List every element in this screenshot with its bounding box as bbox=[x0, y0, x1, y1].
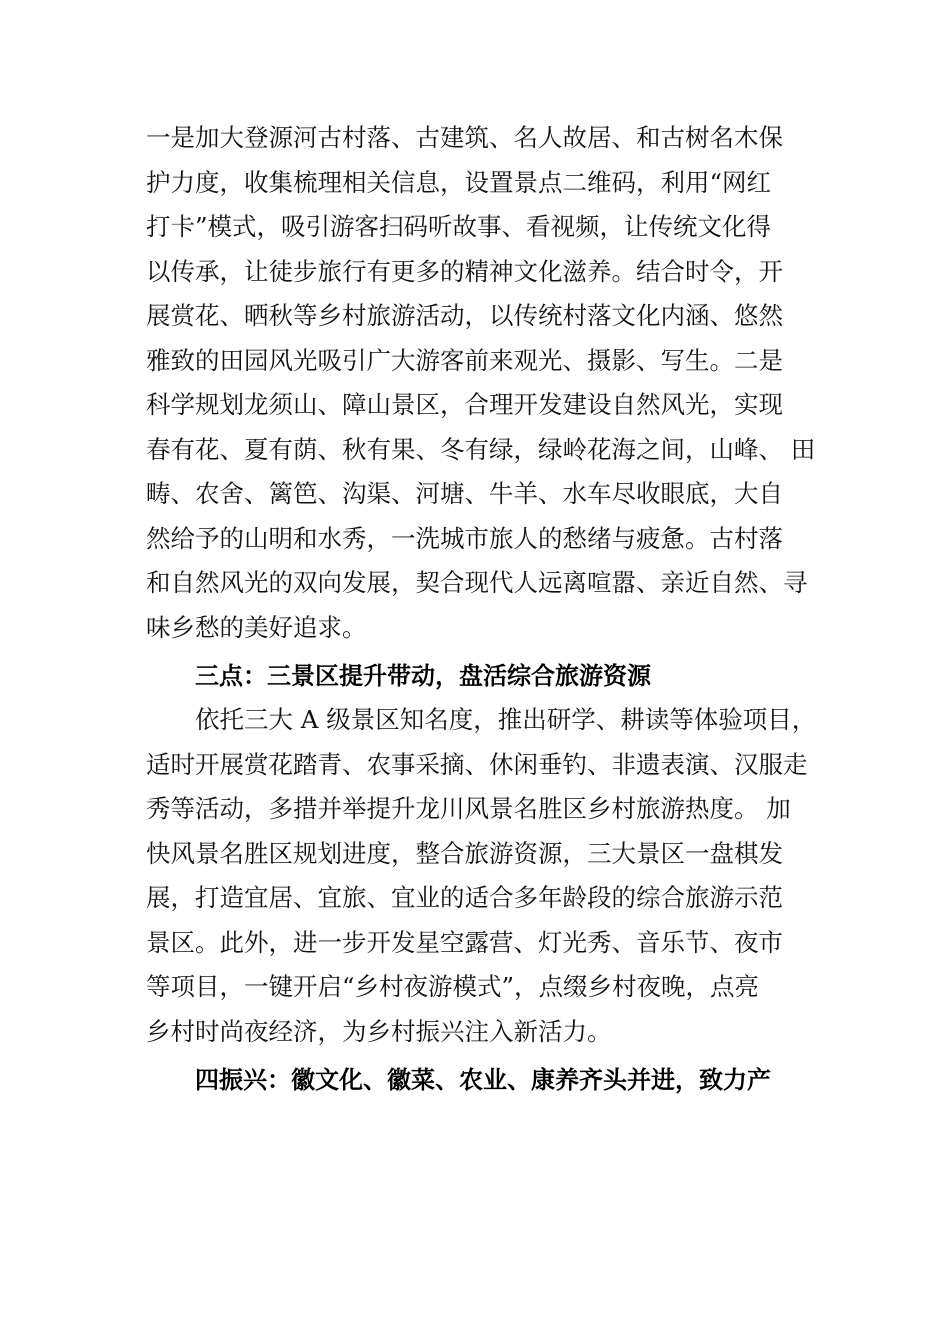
paragraph-heritage-tourism bbox=[146, 116, 820, 650]
paragraph-line: 适时开展赏花踏青、农事采摘、休闲垂钓、非遗表演、汉服走 bbox=[146, 749, 808, 779]
section-heading-revitalization: 四振兴：徽文化、徽菜、农业、康养齐头并进，致力产 bbox=[195, 1066, 771, 1094]
paragraph-line: 以传承，让徒步旅行有更多的精神文化滋养。结合时令，开 bbox=[146, 256, 783, 286]
paragraph-line: 雅致的田园风光吸引广大游客前来观光、摄影、写生。二是 bbox=[146, 345, 783, 375]
paragraph-line: 展赏花、晒秋等乡村旅游活动，以传统村落文化内涵、悠然 bbox=[146, 301, 783, 330]
paragraph-line: 科学规划龙须山、障山景区，合理开发建设自然风光，实现 bbox=[146, 390, 783, 419]
paragraph-line: 快风景名胜区规划进度，整合旅游资源，三大景区一盘棋发 bbox=[146, 838, 783, 868]
paragraph-line: 和自然风光的双向发展，契合现代人远离喧嚣、亲近自然、寻 bbox=[146, 568, 808, 597]
paragraph-line: 畴、农舍、篱笆、沟渠、河塘、牛羊、水车尽收眼底，大自 bbox=[146, 479, 783, 508]
paragraph-line: 春有花、夏有荫、秋有果、冬有绿，绿岭花海之间，山峰、 田 bbox=[146, 434, 816, 464]
paragraph-line: 展，打造宜居、宜旅、宜业的适合多年龄段的综合旅游示范 bbox=[146, 883, 783, 912]
section-heading-scenic-areas: 三点：三景区提升带动，盘活综合旅游资源 bbox=[195, 662, 651, 690]
paragraph-line: 味乡愁的美好追求。 bbox=[146, 612, 367, 642]
paragraph-line: 打卡”模式，吸引游客扫码听故事、看视频，让传统文化得 bbox=[146, 212, 772, 241]
paragraph-line: 乡村时尚夜经济，为乡村振兴注入新活力。 bbox=[146, 1016, 612, 1046]
paragraph-line: 景区。此外，进一步开发星空露营、灯光秀、音乐节、夜市 bbox=[146, 927, 783, 957]
paragraph-line: 依托三大 A 级景区知名度，推出研学、耕读等体验项目， bbox=[195, 705, 817, 734]
paragraph-line: 护力度，收集梳理相关信息，设置景点二维码，利用“网红 bbox=[146, 167, 772, 197]
paragraph-line: 一是加大登源河古村落、古建筑、名人故居、和古树名木保 bbox=[146, 123, 783, 152]
paragraph-scenic-areas bbox=[146, 698, 820, 1054]
paragraph-line: 等项目，一键开启“乡村夜游模式”，点缀乡村夜晚，点亮 bbox=[146, 972, 760, 1001]
paragraph-line: 然给予的山明和水秀，一洗城市旅人的愁绪与疲惫。古村落 bbox=[146, 523, 783, 553]
paragraph-line: 秀等活动，多措并举提升龙川风景名胜区乡村旅游热度。 加 bbox=[146, 794, 791, 823]
